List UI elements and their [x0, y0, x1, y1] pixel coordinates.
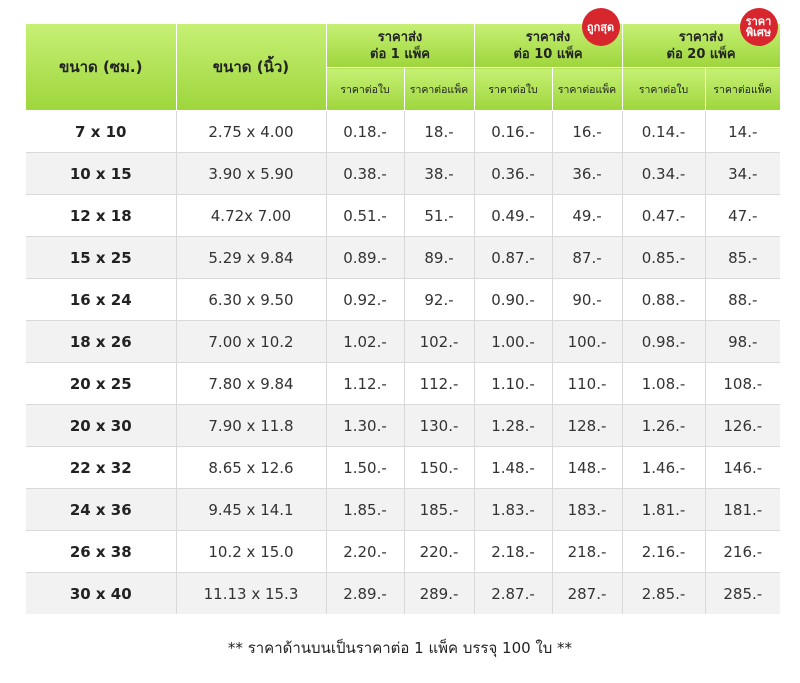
cell-price-per-piece-1: 2.20.-	[326, 531, 404, 573]
cell-price-per-pack-10: 183.-	[552, 489, 622, 531]
table-row	[26, 489, 780, 531]
table-body	[26, 111, 780, 615]
cell-size-inch: 11.13 x 15.3	[176, 573, 326, 615]
cell-price-per-pack-10: 128.-	[552, 405, 622, 447]
cell-size-inch: 10.2 x 15.0	[176, 531, 326, 573]
cell-price-per-piece-20: 0.14.-	[622, 111, 705, 153]
cell-price-per-piece-10: 2.87.-	[474, 573, 552, 615]
header-per-pack-20: ราคาต่อแพ็ค	[705, 68, 780, 111]
cell-price-per-piece-20: 0.88.-	[622, 279, 705, 321]
cell-size-inch: 5.29 x 9.84	[176, 237, 326, 279]
cell-price-per-pack-10: 87.-	[552, 237, 622, 279]
cell-size-cm: 30 x 40	[26, 573, 176, 615]
special-price-badge-label	[746, 16, 772, 38]
cell-price-per-pack-20: 14.-	[705, 111, 780, 153]
header-size-cm: ขนาด (ซม.)	[26, 24, 176, 111]
cell-price-per-piece-1: 1.30.-	[326, 405, 404, 447]
cell-size-cm: 7 x 10	[26, 111, 176, 153]
cell-price-per-piece-1: 0.92.-	[326, 279, 404, 321]
cell-size-cm: 12 x 18	[26, 195, 176, 237]
table-row	[26, 447, 780, 489]
header-per-piece-10: ราคาต่อใบ	[474, 68, 552, 111]
cell-price-per-pack-10: 100.-	[552, 321, 622, 363]
group-1-line-2: ต่อ 1 แพ็ค	[370, 46, 430, 62]
cell-price-per-pack-20: 126.-	[705, 405, 780, 447]
cell-price-per-piece-10: 0.36.-	[474, 153, 552, 195]
cell-price-per-piece-1: 1.50.-	[326, 447, 404, 489]
cell-size-inch: 7.90 x 11.8	[176, 405, 326, 447]
cell-price-per-piece-1: 0.51.-	[326, 195, 404, 237]
cell-price-per-pack-1: 89.-	[404, 237, 474, 279]
cell-price-per-piece-1: 0.89.-	[326, 237, 404, 279]
cell-price-per-piece-1: 1.85.-	[326, 489, 404, 531]
cell-price-per-pack-1: 150.-	[404, 447, 474, 489]
group-3-line-1: ราคาส่ง	[678, 29, 724, 45]
cell-price-per-pack-20: 216.-	[705, 531, 780, 573]
cell-price-per-piece-20: 0.47.-	[622, 195, 705, 237]
cell-price-per-pack-20: 47.-	[705, 195, 780, 237]
cell-price-per-pack-20: 285.-	[705, 573, 780, 615]
price-table	[26, 15, 781, 614]
cell-size-inch: 7.00 x 10.2	[176, 321, 326, 363]
cell-price-per-piece-20: 2.16.-	[622, 531, 705, 573]
cell-price-per-piece-20: 1.46.-	[622, 447, 705, 489]
cell-price-per-pack-20: 34.-	[705, 153, 780, 195]
cell-price-per-piece-10: 1.48.-	[474, 447, 552, 489]
cell-size-inch: 8.65 x 12.6	[176, 447, 326, 489]
cell-size-inch: 9.45 x 14.1	[176, 489, 326, 531]
table-row	[26, 237, 780, 279]
special-badge-line-2: พิเศษ	[745, 26, 772, 39]
cell-price-per-piece-1: 0.18.-	[326, 111, 404, 153]
header-size-inch: ขนาด (นิ้ว)	[176, 24, 326, 111]
cell-price-per-pack-20: 146.-	[705, 447, 780, 489]
table-row	[26, 195, 780, 237]
header-group-1-pack	[326, 24, 474, 68]
header-per-pack-1: ราคาต่อแพ็ค	[404, 68, 474, 111]
cell-price-per-pack-1: 38.-	[404, 153, 474, 195]
cell-price-per-piece-10: 1.83.-	[474, 489, 552, 531]
cell-price-per-piece-20: 1.08.-	[622, 363, 705, 405]
cell-price-per-pack-10: 287.-	[552, 573, 622, 615]
cell-size-cm: 10 x 15	[26, 153, 176, 195]
cell-price-per-pack-10: 36.-	[552, 153, 622, 195]
table-row	[26, 279, 780, 321]
special-price-badge	[740, 8, 778, 46]
header-group-10-packs	[474, 20, 622, 68]
cell-price-per-pack-10: 49.-	[552, 195, 622, 237]
cell-price-per-piece-20: 0.85.-	[622, 237, 705, 279]
cell-size-cm: 20 x 30	[26, 405, 176, 447]
cell-size-cm: 16 x 24	[26, 279, 176, 321]
special-badge-line-1: ราคา	[745, 15, 772, 28]
cell-price-per-piece-10: 0.87.-	[474, 237, 552, 279]
price-table-container	[26, 15, 780, 614]
table-row	[26, 531, 780, 573]
cell-price-per-piece-10: 2.18.-	[474, 531, 552, 573]
cell-price-per-pack-10: 110.-	[552, 363, 622, 405]
cell-price-per-pack-10: 218.-	[552, 531, 622, 573]
cell-size-inch: 2.75 x 4.00	[176, 111, 326, 153]
cell-size-cm: 24 x 36	[26, 489, 176, 531]
cell-size-cm: 26 x 38	[26, 531, 176, 573]
group-1-line-1: ราคาส่ง	[377, 29, 423, 45]
cell-price-per-pack-1: 102.-	[404, 321, 474, 363]
cell-price-per-pack-20: 85.-	[705, 237, 780, 279]
group-3-line-2: ต่อ 20 แพ็ค	[666, 46, 736, 62]
cell-price-per-piece-20: 1.81.-	[622, 489, 705, 531]
cell-price-per-pack-20: 88.-	[705, 279, 780, 321]
cell-price-per-pack-10: 148.-	[552, 447, 622, 489]
group-2-line-2: ต่อ 10 แพ็ค	[513, 46, 583, 62]
cell-price-per-pack-1: 130.-	[404, 405, 474, 447]
table-row	[26, 573, 780, 615]
cell-price-per-pack-20: 98.-	[705, 321, 780, 363]
cell-price-per-piece-1: 2.89.-	[326, 573, 404, 615]
cell-price-per-piece-20: 0.34.-	[622, 153, 705, 195]
footnote: ** ราคาด้านบนเป็นราคาต่อ 1 แพ็ค บรรจุ 100 ใบ **	[227, 639, 573, 657]
cell-price-per-pack-1: 220.-	[404, 531, 474, 573]
group-2-line-1: ราคาส่ง	[525, 29, 571, 45]
cell-price-per-pack-1: 289.-	[404, 573, 474, 615]
cell-price-per-piece-10: 0.90.-	[474, 279, 552, 321]
cell-size-cm: 18 x 26	[26, 321, 176, 363]
cell-size-cm: 15 x 25	[26, 237, 176, 279]
cheapest-badge-label: ถูกสุด	[586, 20, 615, 34]
cell-size-inch: 4.72x 7.00	[176, 195, 326, 237]
cell-price-per-piece-1: 0.38.-	[326, 153, 404, 195]
cheapest-badge	[582, 8, 620, 46]
cell-price-per-piece-10: 1.00.-	[474, 321, 552, 363]
header-per-piece-1: ราคาต่อใบ	[326, 68, 404, 111]
cell-size-inch: 7.80 x 9.84	[176, 363, 326, 405]
cell-price-per-pack-1: 51.-	[404, 195, 474, 237]
cell-price-per-piece-10: 1.28.-	[474, 405, 552, 447]
header-per-piece-20: ราคาต่อใบ	[622, 68, 705, 111]
cell-price-per-pack-1: 18.-	[404, 111, 474, 153]
cell-size-inch: 3.90 x 5.90	[176, 153, 326, 195]
cell-size-cm: 20 x 25	[26, 363, 176, 405]
table-row	[26, 363, 780, 405]
cell-price-per-piece-10: 0.49.-	[474, 195, 552, 237]
cell-price-per-pack-1: 92.-	[404, 279, 474, 321]
cell-size-cm: 22 x 32	[26, 447, 176, 489]
cell-price-per-piece-1: 1.12.-	[326, 363, 404, 405]
cell-price-per-pack-20: 181.-	[705, 489, 780, 531]
table-row	[26, 405, 780, 447]
cell-price-per-pack-10: 16.-	[552, 111, 622, 153]
cell-price-per-piece-20: 2.85.-	[622, 573, 705, 615]
cell-price-per-piece-20: 0.98.-	[622, 321, 705, 363]
cell-price-per-piece-20: 1.26.-	[622, 405, 705, 447]
table-header	[26, 15, 780, 111]
table-row	[26, 321, 780, 363]
cell-price-per-pack-1: 112.-	[404, 363, 474, 405]
cell-price-per-piece-1: 1.02.-	[326, 321, 404, 363]
cell-price-per-pack-10: 90.-	[552, 279, 622, 321]
header-group-20-packs	[622, 15, 780, 68]
table-row	[26, 153, 780, 195]
cell-price-per-piece-10: 1.10.-	[474, 363, 552, 405]
cell-price-per-pack-1: 185.-	[404, 489, 474, 531]
cell-price-per-pack-20: 108.-	[705, 363, 780, 405]
header-per-pack-10: ราคาต่อแพ็ค	[552, 68, 622, 111]
table-row	[26, 111, 780, 153]
cell-size-inch: 6.30 x 9.50	[176, 279, 326, 321]
cell-price-per-piece-10: 0.16.-	[474, 111, 552, 153]
